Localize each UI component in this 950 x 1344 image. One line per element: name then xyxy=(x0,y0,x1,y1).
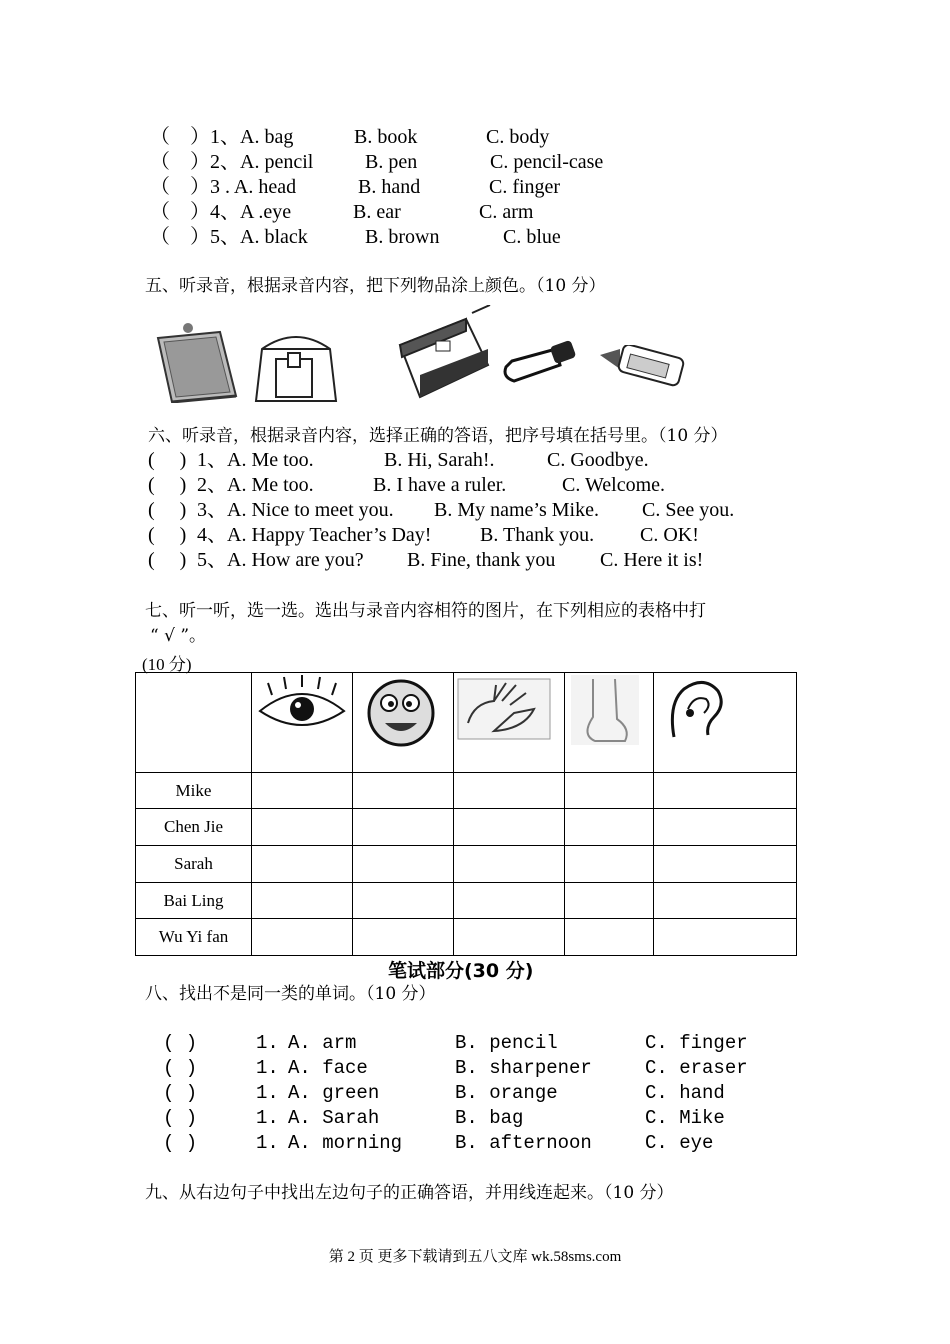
option-a: 2、A. Me too. xyxy=(197,474,314,496)
option-b: B. brown xyxy=(365,226,440,248)
marker-icon[interactable] xyxy=(500,337,580,387)
option-b: B. orange xyxy=(455,1082,558,1104)
check-table xyxy=(135,672,797,956)
option-c: C. Welcome. xyxy=(562,474,665,496)
student-name: Mike xyxy=(136,773,252,809)
option-a: 5、A. How are you? xyxy=(197,549,364,571)
pencil-case-icon[interactable] xyxy=(396,305,492,403)
option-c: C. Goodbye. xyxy=(547,449,649,471)
answer-paren[interactable]: （ ） xyxy=(150,151,210,173)
answer-paren[interactable]: ( ) xyxy=(163,1032,198,1054)
check-cell[interactable] xyxy=(252,846,353,883)
section6-title: 六、听录音，根据录音内容，选择正确的答语，把序号填在括号里。（10 分） xyxy=(148,426,728,446)
crayon-icon[interactable] xyxy=(598,345,694,403)
check-cell[interactable] xyxy=(565,773,654,809)
option-c: C. hand xyxy=(645,1082,725,1104)
answer-paren[interactable]: ( ) xyxy=(148,449,187,471)
section8-title: 八、找出不是同一类的单词。（10 分） xyxy=(145,984,436,1004)
option-a: A. face xyxy=(288,1057,368,1079)
book-icon[interactable] xyxy=(150,318,240,403)
check-cell[interactable] xyxy=(252,919,353,956)
section7-title-line2: “ √ ”。 xyxy=(150,626,207,646)
option-b: B. pencil xyxy=(455,1032,558,1054)
bag-icon[interactable] xyxy=(250,325,342,405)
option-c: C. eraser xyxy=(645,1057,748,1079)
option-c: C. pencil-case xyxy=(490,151,604,173)
table-row xyxy=(136,846,797,883)
section7-score: (10 分) xyxy=(142,655,192,674)
table-row xyxy=(136,809,797,846)
option-c: C. eye xyxy=(645,1132,714,1154)
hand-icon xyxy=(454,673,554,743)
option-c: C. See you. xyxy=(642,499,735,521)
check-cell[interactable] xyxy=(252,773,353,809)
answer-paren[interactable]: ( ) xyxy=(163,1132,198,1154)
option-a: A. green xyxy=(288,1082,380,1104)
option-b: B. bag xyxy=(455,1107,524,1129)
check-cell[interactable] xyxy=(353,883,454,919)
option-b: B. pen xyxy=(365,151,418,173)
picture-cell xyxy=(565,673,654,773)
option-a: 4、A .eye xyxy=(210,201,292,223)
option-b: B. I have a ruler. xyxy=(373,474,507,496)
check-cell[interactable] xyxy=(654,846,797,883)
picture-cell xyxy=(353,673,454,773)
picture-row xyxy=(136,673,797,773)
page-footer: 第 2 页 更多下载请到五八文库 wk.58sms.com xyxy=(328,1249,622,1265)
option-a: 4、A. Happy Teacher’s Day! xyxy=(197,524,432,546)
option-c: C. arm xyxy=(479,201,534,223)
written-heading: 笔试部分(30 分) xyxy=(388,960,534,982)
section5-title: 五、听录音，根据录音内容，把下列物品涂上颜色。（10 分） xyxy=(145,276,606,296)
option-b: B. Hi, Sarah!. xyxy=(384,449,495,471)
eye-icon xyxy=(252,673,348,733)
ear-icon xyxy=(654,673,754,743)
check-cell[interactable] xyxy=(454,883,565,919)
check-cell[interactable] xyxy=(353,809,454,846)
option-a: 3、A. Nice to meet you. xyxy=(197,499,394,521)
question-number: 1. xyxy=(256,1107,279,1129)
picture-cell xyxy=(252,673,353,773)
check-cell[interactable] xyxy=(454,846,565,883)
option-a: 1、A. Me too. xyxy=(197,449,314,471)
answer-paren[interactable]: ( ) xyxy=(148,499,187,521)
option-b: B. sharpener xyxy=(455,1057,592,1079)
answer-paren[interactable]: ( ) xyxy=(163,1057,198,1079)
check-cell[interactable] xyxy=(252,809,353,846)
option-b: B. Fine, thank you xyxy=(407,549,556,571)
check-cell[interactable] xyxy=(353,773,454,809)
question-number: 1. xyxy=(256,1132,279,1154)
check-cell[interactable] xyxy=(565,883,654,919)
check-cell[interactable] xyxy=(353,919,454,956)
section9-title: 九、从右边句子中找出左边句子的正确答语，并用线连起来。（10 分） xyxy=(145,1183,674,1203)
option-c: C. Here it is! xyxy=(600,549,704,571)
option-a: 5、A. black xyxy=(210,226,308,248)
section7-title: 七、听一听，选一选。选出与录音内容相符的图片，在下列相应的表格中打 xyxy=(145,601,706,621)
check-cell[interactable] xyxy=(654,809,797,846)
table-row xyxy=(136,919,797,956)
check-cell[interactable] xyxy=(565,809,654,846)
answer-paren[interactable]: ( ) xyxy=(148,474,187,496)
option-c: C. blue xyxy=(503,226,561,248)
option-a: 3 . A. head xyxy=(210,176,297,198)
check-cell[interactable] xyxy=(565,919,654,956)
answer-paren[interactable]: ( ) xyxy=(163,1107,198,1129)
check-cell[interactable] xyxy=(454,809,565,846)
face-icon xyxy=(353,673,449,753)
answer-paren[interactable]: （ ） xyxy=(150,226,210,248)
check-cell[interactable] xyxy=(353,846,454,883)
option-a: 2、A. pencil xyxy=(210,151,314,173)
check-cell[interactable] xyxy=(565,846,654,883)
option-b: B. book xyxy=(354,126,418,148)
picture-cell xyxy=(654,673,797,773)
answer-paren[interactable]: ( ) xyxy=(148,549,187,571)
student-name: Bai Ling xyxy=(136,883,252,919)
option-c: C. finger xyxy=(489,176,561,198)
picture-cell xyxy=(454,673,565,773)
option-c: C. Mike xyxy=(645,1107,725,1129)
foot-icon xyxy=(565,673,645,749)
answer-paren[interactable]: ( ) xyxy=(148,524,187,546)
question-number: 1. xyxy=(256,1082,279,1104)
option-b: B. afternoon xyxy=(455,1132,592,1154)
question-number: 1. xyxy=(256,1057,279,1079)
check-cell[interactable] xyxy=(454,919,565,956)
option-c: C. body xyxy=(486,126,550,148)
check-cell[interactable] xyxy=(654,919,797,956)
option-a: A. arm xyxy=(288,1032,357,1054)
check-cell[interactable] xyxy=(654,773,797,809)
table-row xyxy=(136,773,797,809)
check-cell[interactable] xyxy=(252,883,353,919)
option-a: A. morning xyxy=(288,1132,403,1154)
check-cell[interactable] xyxy=(654,883,797,919)
option-b: B. My name’s Mike. xyxy=(434,499,599,521)
corner-cell xyxy=(136,673,252,773)
s4-row xyxy=(150,125,210,150)
student-name: Sarah xyxy=(136,846,252,883)
option-c: C. OK! xyxy=(640,524,699,546)
option-b: B. Thank you. xyxy=(480,524,595,546)
question-number: 1. xyxy=(256,1032,279,1054)
check-cell[interactable] xyxy=(454,773,565,809)
option-b: B. hand xyxy=(358,176,421,198)
student-name: Wu Yi fan xyxy=(136,919,252,956)
answer-paren[interactable]: （ ） xyxy=(150,201,210,223)
table-row xyxy=(136,883,797,919)
answer-paren[interactable]: ( ) xyxy=(163,1082,198,1104)
answer-paren[interactable]: （ ） xyxy=(150,126,210,148)
student-name: Chen Jie xyxy=(136,809,252,846)
option-a: 1、A. bag xyxy=(210,126,294,148)
option-c: C. finger xyxy=(645,1032,748,1054)
option-b: B. ear xyxy=(353,201,401,223)
option-a: A. Sarah xyxy=(288,1107,380,1129)
answer-paren[interactable]: （ ） xyxy=(150,176,210,198)
